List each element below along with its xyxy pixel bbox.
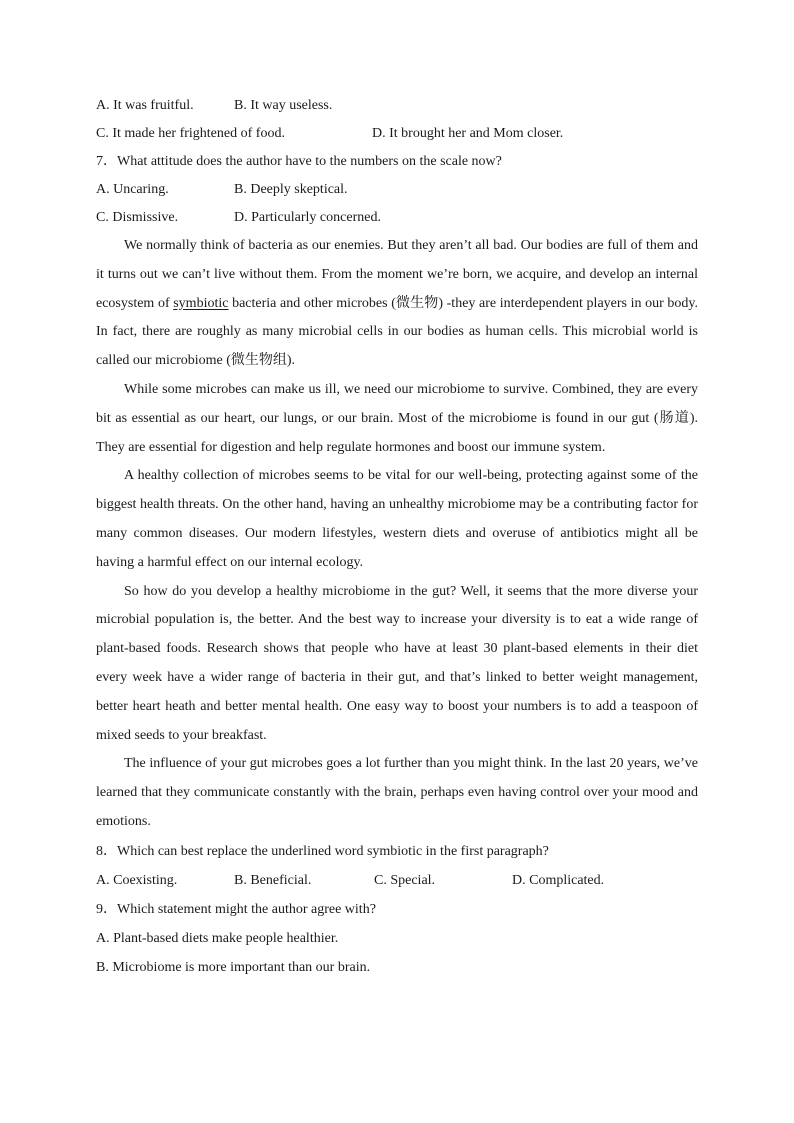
q6-option-b[interactable]: B. It way useless.	[234, 98, 333, 113]
q9-option-a[interactable]: A. Plant-based diets make people healthier.	[96, 930, 339, 946]
q8-option-d[interactable]: D. Complicated.	[512, 872, 605, 888]
paragraph-1-text-start: We normally think of bacteria as our enemies. But they aren’t all bad. Our bodies are full of them and it turns out we can’t live without them. From the moment we’re born, we acquire, and develop an internal ecosystem of	[96, 238, 698, 311]
q7-options-row-2	[96, 204, 698, 232]
q6-options-row-1	[96, 92, 698, 120]
passage-paragraph-4: So how do you develop a healthy microbiome in the gut? Well, it seems that the more diverse your microbial population is, the better. And the best way to increase your diversity is to eat a wide range of plant-based foods. Research shows that people who have at least 30 plant-based elements in their diet every week have a wider range of bacteria in their gut, and that’s linked to better weight management, better heart heath and better mental health. One easy way to boost your numbers is to add a teaspoon of mixed seeds to your breakfast.	[96, 583, 698, 743]
q8-option-a[interactable]: A. Coexisting.	[96, 872, 178, 888]
q6-option-d[interactable]: D. It brought her and Mom closer.	[372, 126, 564, 141]
q8-option-b[interactable]: B. Beneficial.	[234, 872, 312, 888]
q9-stem: 9．Which statement might the author agree with?	[96, 901, 376, 917]
q7-option-a[interactable]: A. Uncaring.	[96, 182, 169, 197]
q8-option-c[interactable]: C. Special.	[374, 872, 436, 888]
exam-page	[96, 92, 698, 982]
paragraph-1-text-end: bacteria and other microbes (微生物) -they are interdependent players in our body. In fact, there are roughly as many microbial cells in our bodies as human cells. This microbial world is called our microbiome (微生物组).	[96, 295, 698, 369]
underlined-word-symbiotic: symbiotic	[173, 295, 229, 311]
q8-options-row	[96, 866, 698, 895]
passage-paragraph-2: While some microbes can make us ill, we need our microbiome to survive. Combined, they are every bit as essential as our heart, our lungs, or our brain. Most of the microbiome is found in our gut (肠道). They are essential for digestion and help regulate hormones and boost our immune system.	[96, 381, 698, 455]
passage-paragraph-5: The influence of your gut microbes goes a lot further than you might think. In the last 20 years, we’ve learned that they communicate constantly with the brain, perhaps even having control over your mood and emotions.	[96, 756, 698, 829]
q6-options-row-2	[96, 120, 698, 148]
q7-stem: 7．What attitude does the author have to the numbers on the scale now?	[96, 154, 502, 169]
q7-options-row-1	[96, 176, 698, 204]
reading-passage	[96, 232, 698, 837]
passage-paragraph-1	[96, 232, 698, 376]
q7-option-b[interactable]: B. Deeply skeptical.	[234, 182, 348, 197]
q6-option-a[interactable]: A. It was fruitful.	[96, 98, 194, 113]
q9-option-b[interactable]: B. Microbiome is more important than our brain.	[96, 959, 371, 975]
q7-option-d[interactable]: D. Particularly concerned.	[234, 210, 381, 225]
q6-option-c[interactable]: C. It made her frightened of food.	[96, 126, 285, 141]
q8-stem: 8．Which can best replace the underlined word symbiotic in the first paragraph?	[96, 843, 549, 859]
passage-paragraph-3: A healthy collection of microbes seems to be vital for our well-being, protecting against some of the biggest health threats. On the other hand, having an unhealthy microbiome may be a contributing factor for many common diseases. Our modern lifestyles, western diets and overuse of antibiotics might all be having a harmful effect on our internal ecology.	[96, 468, 698, 570]
q7-option-c[interactable]: C. Dismissive.	[96, 210, 179, 225]
